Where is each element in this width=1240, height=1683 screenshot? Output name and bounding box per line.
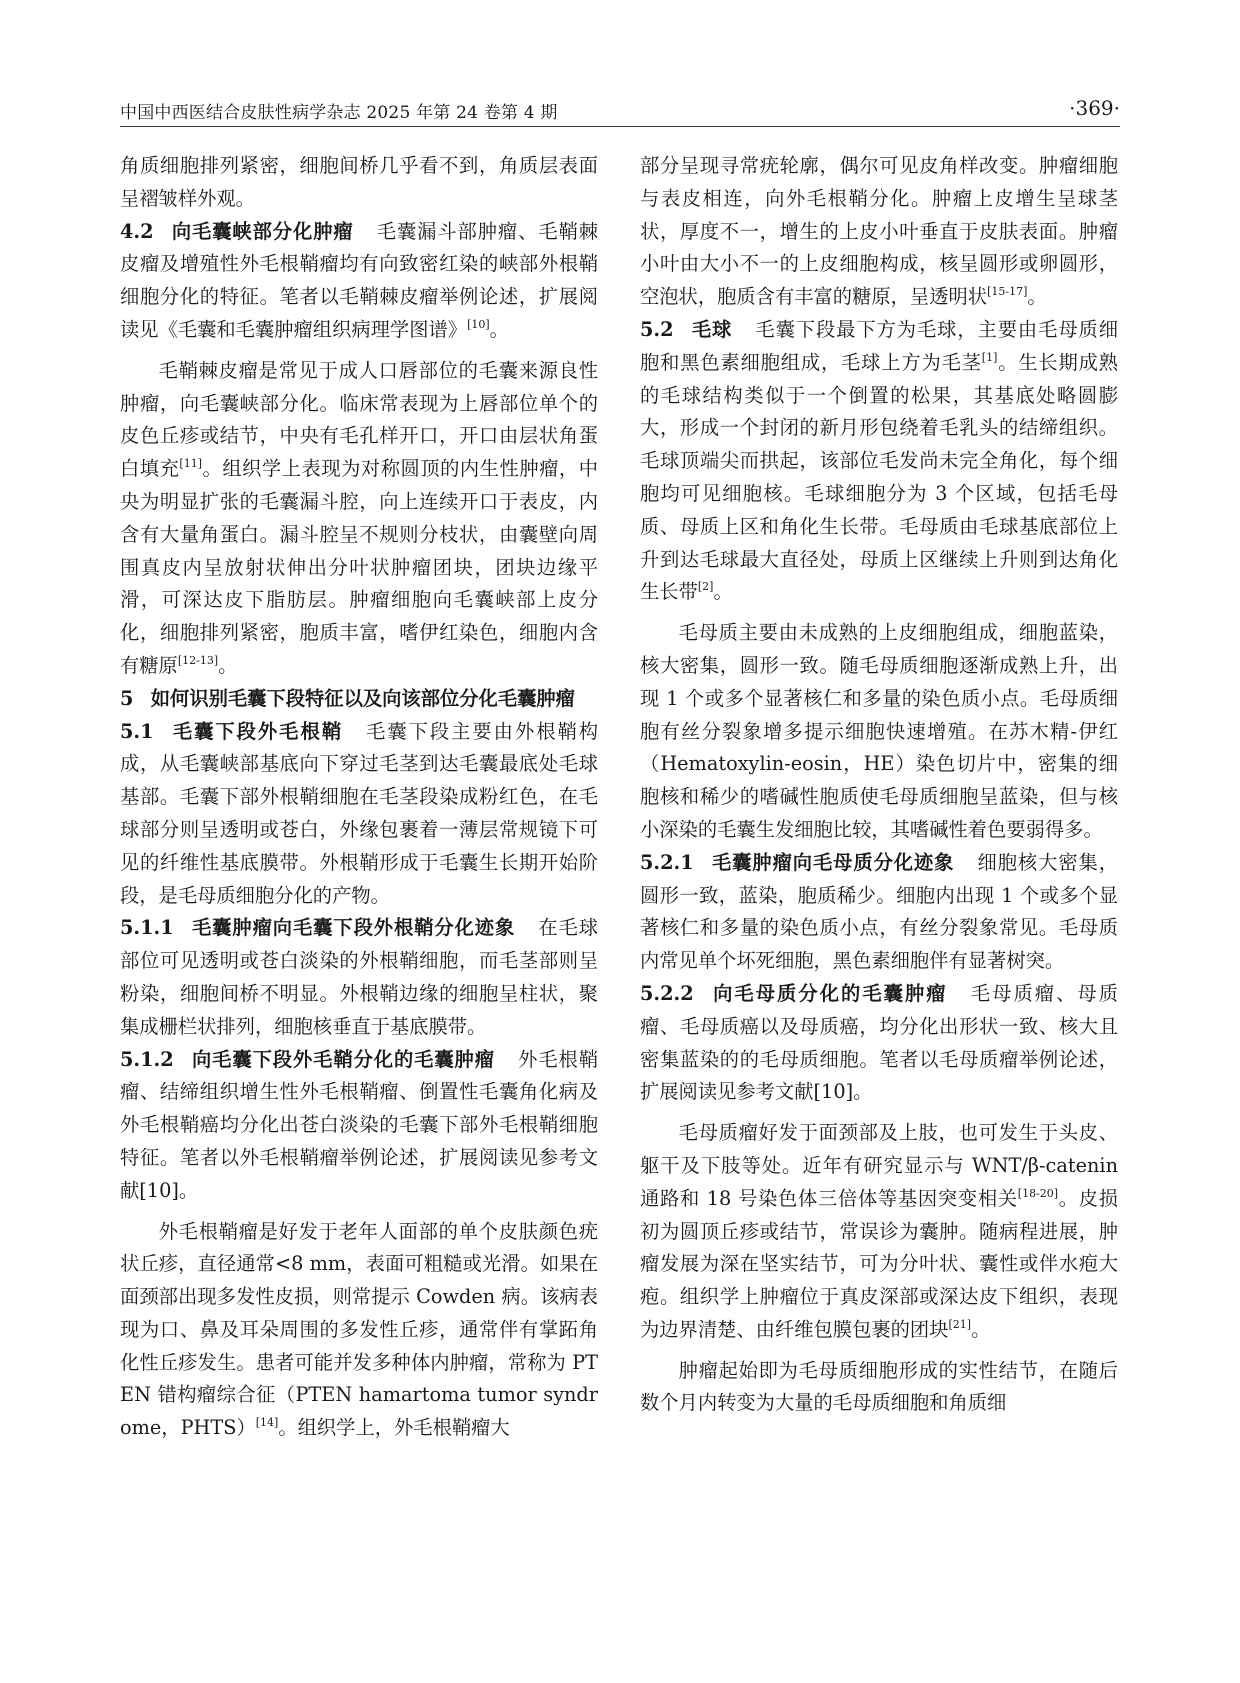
section-title: 如何识别毛囊下段特征以及向该部位分化毛囊肿瘤 xyxy=(150,686,575,710)
section-5 xyxy=(120,683,598,716)
section-5-2-2 xyxy=(640,978,1118,1109)
section-text: 。生长期成熟的毛球结构类似于一个倒置的松果，其基底处略圆膨大，形成一个封闭的新月形包绕着毛乳头的结缔组织。毛球顶端尖而拱起，该部位毛发尚未完全角化，每个细胞均可见细胞核。毛球细胞分为 3 个区域，包括毛母质、母质上区和角化生长带。毛母质由毛球基底部位上升到达毛球最大直径处，母质上区继续上升则到达角化生长带 xyxy=(640,350,1119,604)
paragraph xyxy=(640,617,1118,847)
section-title: 向毛母质分化的毛囊肿瘤 xyxy=(711,981,948,1005)
section-title: 向毛囊峡部分化肿瘤 xyxy=(170,219,354,243)
punctuation: 。 xyxy=(713,580,733,604)
citation: [14] xyxy=(255,1416,279,1430)
section-title: 毛囊肿瘤向毛囊下段外根鞘分化迹象 xyxy=(191,916,516,940)
section-number: 4.2 xyxy=(120,219,154,243)
punctuation: 。 xyxy=(218,653,238,677)
section-text: 毛囊漏斗部肿瘤、毛鞘棘皮瘤及增殖性外毛根鞘瘤均有向致密红染的峡部外根鞘细胞分化的特征。笔者以毛鞘棘皮瘤举例论述，扩展阅读见《毛囊和毛囊肿瘤组织病理学图谱》 xyxy=(120,219,598,341)
section-5-2-1 xyxy=(640,847,1118,978)
section-number: 5 xyxy=(120,686,134,710)
punctuation: 。 xyxy=(1027,285,1047,309)
section-number: 5.2.2 xyxy=(640,981,694,1005)
section-title: 毛囊下段外毛根鞘 xyxy=(170,719,343,743)
paragraph-text: 毛母质主要由未成熟的上皮细胞组成，细胞蓝染，核大密集，圆形一致。随毛母质细胞逐渐成熟上升，出现 1 个或多个显著核仁和多量的染色质小点。毛母质细胞有丝分裂象增多提示细胞快速增殖。在苏木精-伊红（Hematoxylin-eosin，HE）染色切片中，密集的细胞核和稀少的嗜碱性胞质使毛母质细胞呈蓝染，但与核小深染的毛囊生发细胞比较，其嗜碱性着色要弱得多。 xyxy=(640,621,1118,841)
punctuation: 。 xyxy=(971,1317,991,1341)
paragraph xyxy=(120,1216,598,1446)
section-number: 5.1.2 xyxy=(120,1047,174,1071)
section-5-1 xyxy=(120,716,598,913)
section-4-2 xyxy=(120,216,598,347)
paragraph-text: 部分呈现寻常疣轮廓，偶尔可见皮角样改变。肿瘤细胞与表皮相连，向外毛根鞘分化。肿瘤上皮增生呈球茎状，厚度不一，增生的上皮小叶垂直于皮肤表面。肿瘤小叶由大小不一的上皮细胞构成，核呈圆形或卵圆形，空泡状，胞质含有丰富的糖原，呈透明状 xyxy=(640,154,1118,309)
citation: [11] xyxy=(179,457,202,471)
paragraph xyxy=(640,1355,1118,1421)
section-number: 5.1.1 xyxy=(120,916,174,940)
section-number: 5.1 xyxy=(120,719,154,743)
paragraph-text: 肿瘤起始即为毛母质细胞形成的实性结节，在随后数个月内转变为大量的毛母质细胞和角质细 xyxy=(640,1358,1118,1415)
paragraph xyxy=(120,150,598,216)
section-text: 毛母质瘤、母质瘤、毛母质癌以及母质癌，均分化出形状一致、核大且密集蓝染的的毛母质细胞。笔者以毛母质瘤举例论述，扩展阅读见参考文献[10]。 xyxy=(640,981,1119,1104)
section-title: 毛球 xyxy=(690,317,733,341)
section-text: 毛囊下段最下方为毛球，主要由毛母质细胞和黑色素细胞组成，毛球上方为毛茎 xyxy=(640,317,1119,374)
paragraph xyxy=(640,1117,1118,1347)
paragraph-text: 。组织学上，外毛根鞘瘤大 xyxy=(278,1416,510,1440)
paragraph xyxy=(640,150,1118,314)
section-title: 向毛囊下段外毛鞘分化的毛囊肿瘤 xyxy=(191,1047,495,1071)
paragraph-text: 角质细胞排列紧密，细胞间桥几乎看不到，角质层表面呈褶皱样外观。 xyxy=(120,154,598,210)
paragraph-text: 毛鞘棘皮瘤是常见于成人口唇部位的毛囊来源良性肿瘤，向毛囊峡部分化。临床常表现为上唇部位单个的皮色丘疹或结节，中央有毛孔样开口，开口由层状角蛋白填充 xyxy=(120,358,598,481)
section-5-1-1 xyxy=(120,912,598,1043)
citation: [15-17] xyxy=(987,285,1028,299)
section-title: 毛囊肿瘤向毛母质分化迹象 xyxy=(711,850,955,874)
right-column xyxy=(640,150,1118,1420)
section-5-2 xyxy=(640,314,1118,609)
punctuation: 。 xyxy=(489,317,509,341)
page-number: ·369· xyxy=(1069,96,1120,120)
section-text: 毛囊下段主要由外根鞘构成，从毛囊峡部基底向下穿过毛茎到达毛囊最底处毛球基部。毛囊下部外根鞘细胞在毛茎段染成粉红色，在毛球部分则呈透明或苍白，外缘包裹着一薄层常规镜下可见的纤维性基底膜带。外根鞘形成于毛囊生长期开始阶段，是毛母质细胞分化的产物。 xyxy=(120,719,599,907)
journal-title: 中国中西医结合皮肤性病学杂志 2025 年第 24 卷第 4 期 xyxy=(120,103,558,123)
paragraph-text: 外毛根鞘瘤是好发于老年人面部的单个皮肤颜色疣状丘疹，直径通常<8 mm，表面可粗糙或光滑。如果在面颈部出现多发性皮损，则常提示 Cowden 病。该病表现为口、鼻及耳朵周围的多发性丘疹，通常伴有掌跖角化性丘疹发生。患者可能并发多种体内肿瘤，常称为 PTEN 错构瘤综合征（PTEN hamartoma tumor syndrome，PHTS） xyxy=(120,1219,598,1440)
citation: [18-20] xyxy=(1017,1186,1059,1200)
section-number: 5.2 xyxy=(640,317,674,341)
paragraph-text: 毛母质瘤好发于面颈部及上肢，也可发生于头皮、躯干及下肢等处。近年有研究显示与 WNT/β-catenin 通路和 18 号染色体三倍体等基因突变相关 xyxy=(640,1121,1118,1210)
citation: [1] xyxy=(981,350,998,364)
paragraph xyxy=(120,355,598,683)
section-text: 外毛根鞘瘤、结缔组织增生性外毛根鞘瘤、倒置性毛囊角化病及外毛根鞘癌均分化出苍白淡染的毛囊下部外毛根鞘细胞特征。笔者以外毛根鞘瘤举例论述，扩展阅读见参考文献[10]。 xyxy=(120,1047,599,1202)
citation: [10] xyxy=(467,317,490,331)
left-column xyxy=(120,150,598,1445)
section-text: 细胞核大密集，圆形一致，蓝染，胞质稀少。细胞内出现 1 个或多个显著核仁和多量的染色质小点，有丝分裂象常见。毛母质内常见单个坏死细胞，黑色素细胞伴有显著树突。 xyxy=(640,850,1119,973)
section-number: 5.2.1 xyxy=(640,850,694,874)
paragraph-text: 。皮损初为圆顶丘疹或结节，常误诊为囊肿。随病程进展，肿瘤发展为深在坚实结节，可为分叶状、囊性或伴水疱大疱。组织学上肿瘤位于真皮深部或深达皮下组织，表现为边界清楚、由纤维包膜包裹的团块 xyxy=(640,1186,1119,1341)
citation: [2] xyxy=(697,580,714,594)
section-5-1-2 xyxy=(120,1044,598,1208)
citation: [21] xyxy=(948,1317,972,1331)
paragraph-text: 。组织学上表现为对称圆顶的内生性肿瘤，中央为明显扩张的毛囊漏斗腔，向上连续开口于表皮，内含有大量角蛋白。漏斗腔呈不规则分枝状，由囊壁向周围真皮内呈放射状伸出分叶状肿瘤团块，团块边缘平滑，可深达皮下脂肪层。肿瘤细胞向毛囊峡部上皮分化，细胞排列紧密，胞质丰富，嗜伊红染色，细胞内含有糖原 xyxy=(120,457,599,677)
running-header xyxy=(120,96,1120,127)
section-text: 在毛球部位可见透明或苍白淡染的外根鞘细胞，而毛茎部则呈粉染，细胞间桥不明显。外根鞘边缘的细胞呈柱状，聚集成栅栏状排列，细胞核垂直于基底膜带。 xyxy=(120,916,599,1038)
citation: [12-13] xyxy=(177,653,219,667)
